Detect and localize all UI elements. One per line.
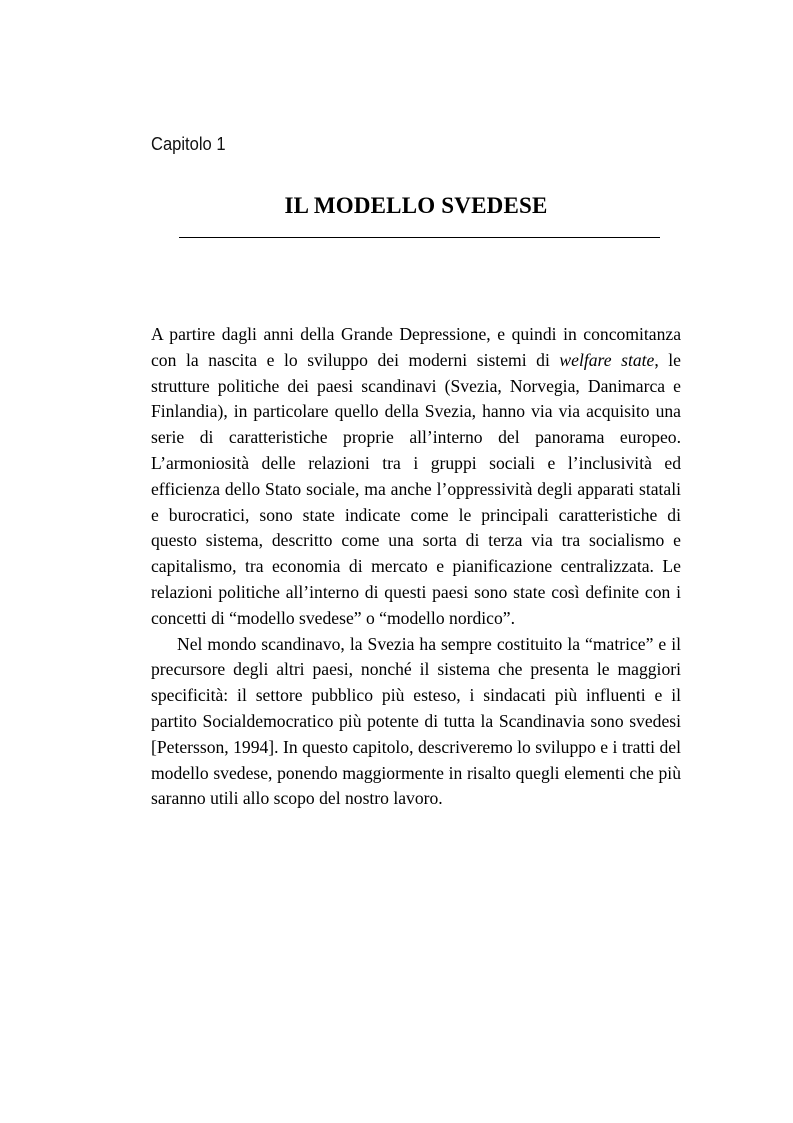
paragraph-1 — [151, 322, 681, 632]
body-text — [151, 322, 681, 812]
title-underline-rule — [179, 237, 660, 238]
paragraph-2: Nel mondo scandinavo, la Svezia ha sempre costituito la “matrice” e il precursore degli altri paesi, nonché il sistema che presenta le maggiori specificità: il settore pubblico più esteso, i sindacati più influenti e il partito Socialdemocratico più potente di tutta la Scandinavia sono svedesi [Petersson, 1994]. In questo capitolo, descriveremo lo sviluppo e i tratti del modello svedese, ponendo maggiormente in risalto quegli elementi che più saranno utili allo scopo del nostro lavoro. — [151, 633, 681, 809]
chapter-title: IL MODELLO SVEDESE — [284, 193, 548, 218]
paragraph-1-rest: , le strutture politiche dei paesi scandinavi (Svezia, Norvegia, Danimarca e Finlandia), in particolare quello della Svezia, hanno via via acquisito una serie di caratteristiche proprie all’interno del panorama europeo. L’armoniosità delle relazioni tra i gruppi sociali e l’inclusività ed efficienza dello Stato sociale, ma anche l’oppressività degli apparati statali e burocratici, sono state indicate come le principali caratteristiche di questo sistema, descritto come una sorta di terza via tra socialismo e capitalismo, tra economia di mercato e pianificazione centralizzata. Le relazioni politiche all’interno di questi paesi sono state così definite con i concetti di “modello svedese” o “modello nordico”. — [151, 349, 681, 628]
chapter-label: Capitolo 1 — [151, 134, 226, 154]
paragraph-1-start: A partire dagli anni della Grande Depressione, e quindi in concomitanza con la nascita e lo sviluppo dei moderni sistemi di — [151, 324, 681, 370]
italic-term: welfare state — [559, 349, 655, 370]
